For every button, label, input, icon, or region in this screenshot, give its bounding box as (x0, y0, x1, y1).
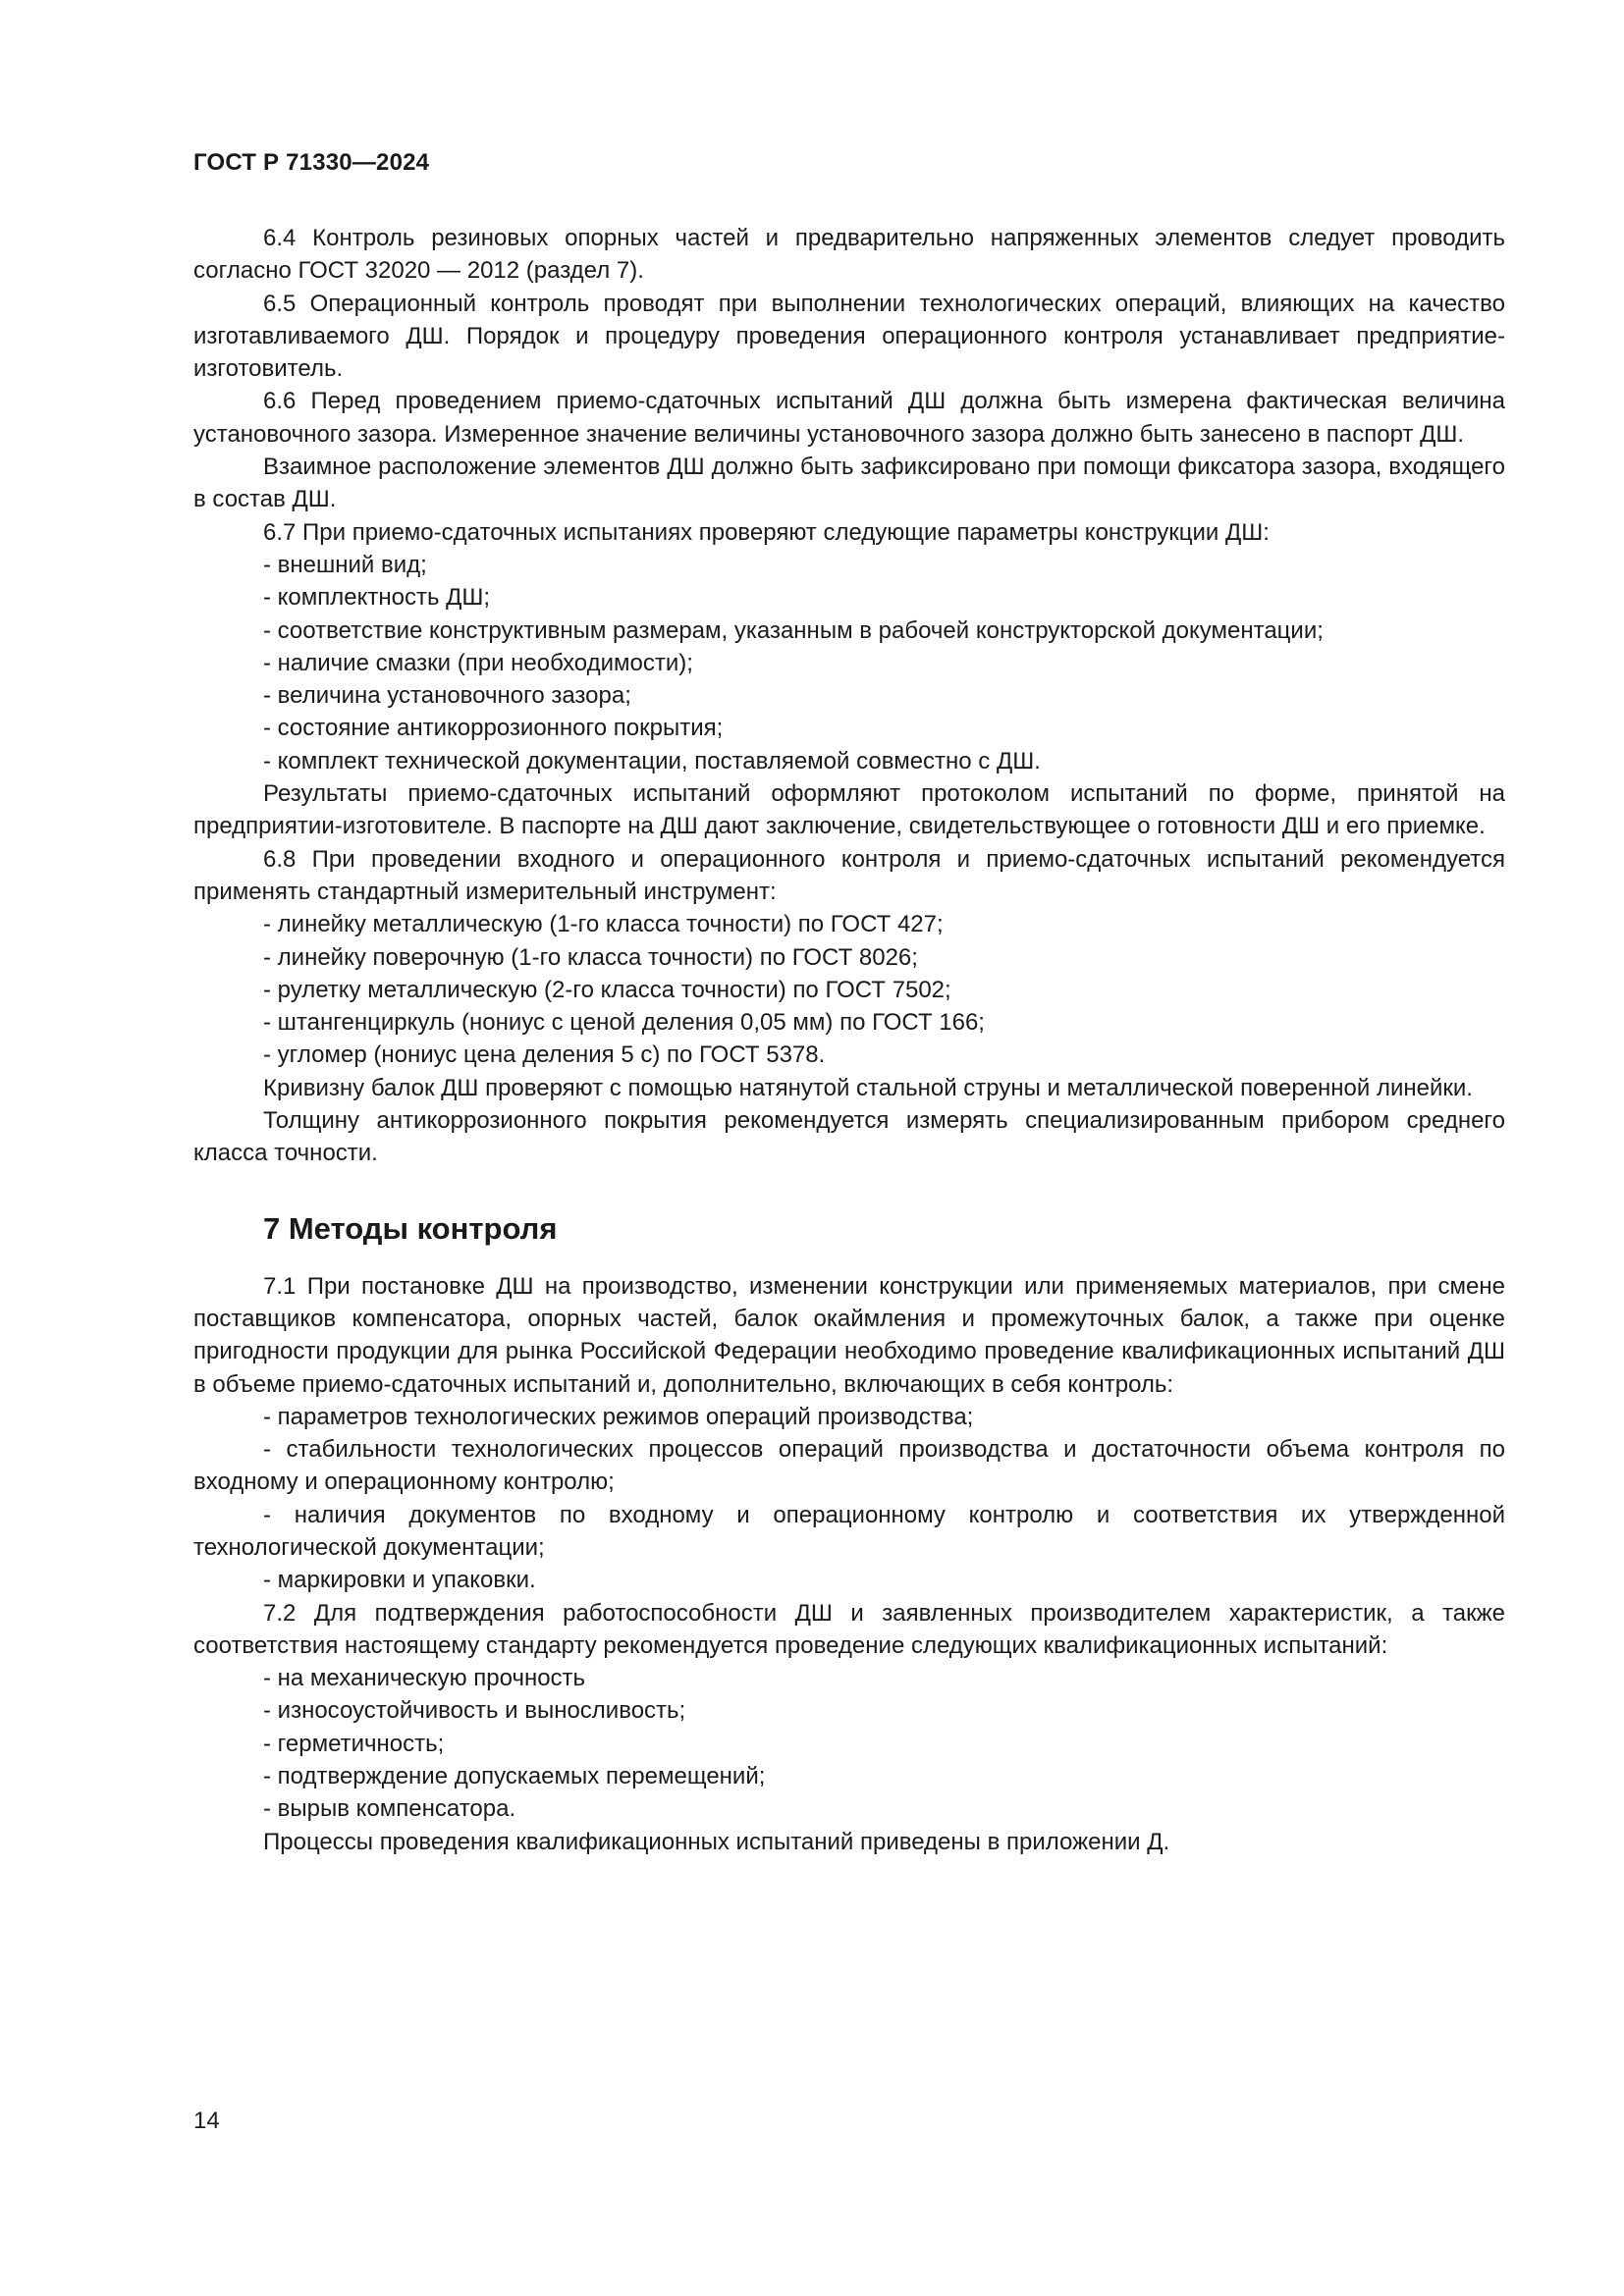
list-item: - рулетку металлическую (2-го класса точности) по ГОСТ 7502; (263, 976, 951, 1003)
list-item: - износоустойчивость и выносливость; (263, 1697, 686, 1725)
list-6-8 (193, 908, 1505, 1071)
list-7-1 (193, 1401, 1505, 1597)
list-item: - подтверждение допускаемых перемещений; (263, 1763, 766, 1790)
list-item: - герметичность; (263, 1730, 445, 1757)
paragraph-7-2: 7.2 Для подтверждения работоспособности ДШ и заявленных производителем характеристик, а также соответствия настоящему стандарту рекомендуется проведение следующих квалификационных испытаний: (193, 1599, 1505, 1659)
paragraph-6-4: 6.4 Контроль резиновых опорных частей и предварительно напряженных элементов следует проводить согласно ГОСТ 32020 — 2012 (раздел 7). (193, 225, 1505, 285)
list-item: - состояние антикоррозионного покрытия; (263, 715, 724, 742)
list-6-7 (193, 549, 1505, 777)
list-item: - вырыв компенсатора. (263, 1795, 516, 1823)
paragraph-results: Результаты приемо-сдаточных испытаний оформляют протоколом испытаний по форме, принятой на предприятии-изготовителе. В паспорте на ДШ дают заключение, свидетельствующее о готовности ДШ и его приемке. (193, 780, 1505, 840)
paragraph-final: Процессы проведения квалификационных испытаний приведены в приложении Д. (263, 1828, 1170, 1855)
paragraph-6-5: 6.5 Операционный контроль проводят при выполнении технологических операций, влияющих на качество изготавливаемого ДШ. Порядок и процедуру проведения операционного контроля устанавливает предприятие-изготовитель. (193, 290, 1505, 383)
paragraph-thickness: Толщину антикоррозионного покрытия рекомендуется измерять специализированным прибором среднего класса точности. (193, 1107, 1505, 1167)
list-item: - стабильности технологических процессов операций производства и достаточности объема контроля по входному и операционному контролю; (193, 1436, 1505, 1496)
list-item: - комплектность ДШ; (263, 584, 491, 612)
list-item: - линейку поверочную (1-го класса точности) по ГОСТ 8026; (263, 943, 918, 971)
document-body (193, 222, 1505, 1858)
document-header: ГОСТ Р 71330—2024 (193, 149, 430, 176)
page-number: 14 (193, 2108, 220, 2134)
list-item: - маркировки и упаковки. (263, 1567, 536, 1594)
list-item: - внешний вид; (263, 551, 427, 578)
paragraph-6-8: 6.8 При проведении входного и операционного контроля и приемо-сдаточных испытаний рекомендуется применять стандартный измерительный инструмент: (193, 845, 1505, 905)
paragraph-6-7: 6.7 При приемо-сдаточных испытаниях проверяют следующие параметры конструкции ДШ: (263, 518, 1270, 546)
list-item: - параметров технологических режимов операций производства; (263, 1403, 974, 1430)
paragraph-curvature: Кривизну балок ДШ проверяют с помощью натянутой стальной струны и металлической поверенной линейки. (263, 1074, 1473, 1101)
list-item: - на механическую прочность (263, 1665, 586, 1692)
list-7-2 (193, 1662, 1505, 1825)
list-item: - штангенциркуль (нониус с ценой деления 0,05 мм) по ГОСТ 166; (263, 1009, 985, 1037)
paragraph-7-1: 7.1 При постановке ДШ на производство, изменении конструкции или применяемых материалов, при смене поставщиков компенсатора, опорных частей, балок окаймления и промежуточных балок, а также при оценке пригодности продукции для рынка Российской Федерации необходимо проведение квалификационных испытаний ДШ в объеме приемо-сдаточных испытаний и, дополнительно, включающих в себя контроль: (193, 1272, 1505, 1398)
list-item: - линейку металлическую (1-го класса точности) по ГОСТ 427; (263, 911, 944, 938)
list-item: - наличия документов по входному и операционному контролю и соответствия их утвержденной технологической документации; (193, 1501, 1505, 1561)
list-item: - величина установочного зазора; (263, 682, 631, 710)
section-7-title: 7 Методы контроля (263, 1210, 558, 1246)
paragraph-gap-fixation: Взаимное расположение элементов ДШ должно быть зафиксировано при помощи фиксатора зазора, входящего в состав ДШ. (193, 454, 1505, 513)
list-item: - соответствие конструктивным размерам, указанным в рабочей конструкторской документации; (263, 616, 1324, 644)
list-item: - наличие смазки (при необходимости); (263, 649, 693, 676)
paragraph-6-6: 6.6 Перед проведением приемо-сдаточных испытаний ДШ должна быть измерена фактическая величина установочного зазора. Измеренное значение величины установочного зазора должно быть занесено в паспорт ДШ. (193, 388, 1505, 448)
list-item: - угломер (нониус цена деления 5 с) по ГОСТ 5378. (263, 1041, 826, 1069)
list-item: - комплект технической документации, поставляемой совместно с ДШ. (263, 747, 1041, 774)
